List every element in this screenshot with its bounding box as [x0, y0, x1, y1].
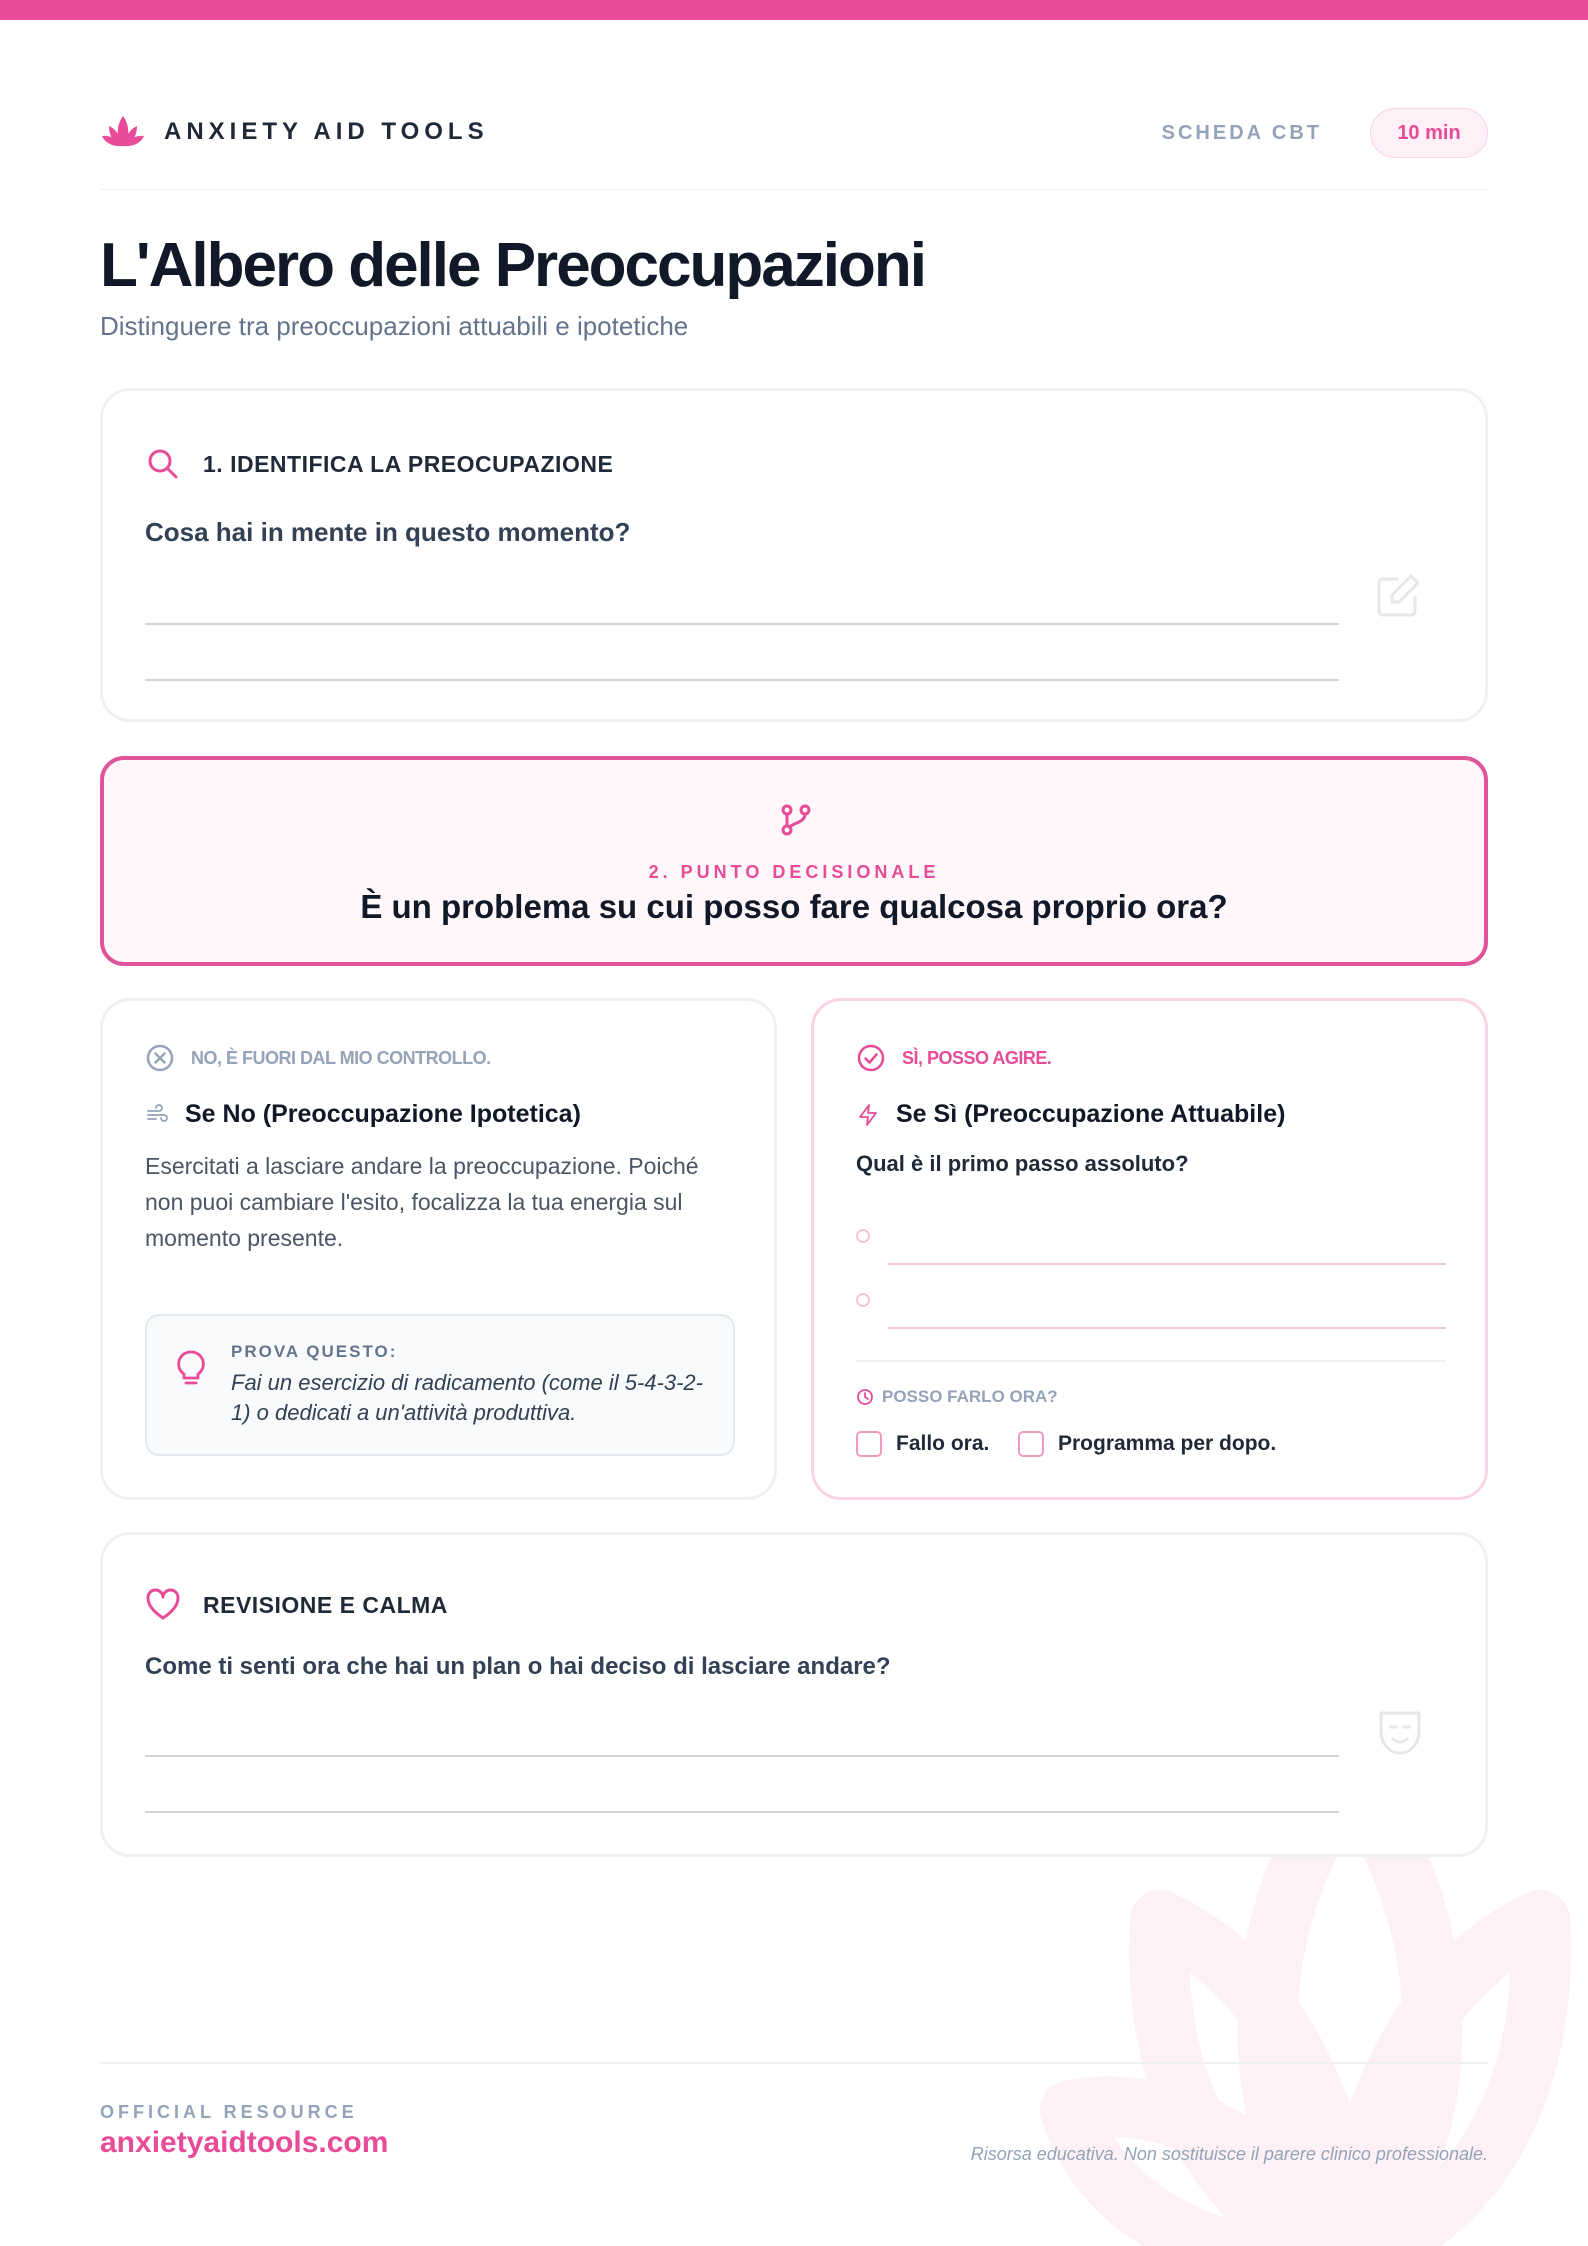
mask-icon — [1377, 1707, 1423, 1757]
step-input-line[interactable] — [888, 1327, 1446, 1329]
identify-worry-card — [100, 388, 1488, 722]
yes-status-label: SÌ, POSSO AGIRE. — [902, 1047, 1052, 1068]
no-branch-card — [100, 998, 777, 1500]
decision-question: È un problema su cui posso fare qualcosa proprio ora? — [360, 888, 1228, 925]
x-circle-icon — [145, 1043, 175, 1073]
page-title: L'Albero delle Preoccupazioni — [100, 231, 925, 300]
heart-icon — [145, 1587, 181, 1623]
sheet-type-label: SCHEDA CBT — [1161, 122, 1322, 144]
tip-label: PROVA QUESTO: — [231, 1342, 398, 1361]
top-accent-bar — [0, 0, 1588, 20]
review-question: Come ti senti ora che hai un plan o hai deciso di lasciare andare? — [145, 1653, 891, 1680]
lotus-icon — [100, 112, 146, 152]
page-subtitle: Distinguere tra preoccupazioni attuabili e ipotetiche — [100, 311, 689, 341]
worry-question: Cosa hai in mente in questo momento? — [145, 517, 631, 547]
edit-icon — [1373, 571, 1423, 621]
first-step-question: Qual è il primo passo assoluto? — [856, 1151, 1189, 1176]
branch-icon — [778, 802, 814, 838]
yes-branch-title-text: Se Sì (Preoccupazione Attuabile) — [896, 1100, 1286, 1128]
schedule-later-label[interactable]: Programma per dopo. — [1058, 1432, 1277, 1455]
bolt-icon — [856, 1103, 880, 1127]
disclaimer: Risorsa educativa. Non sostituisce il parere clinico professionale. — [970, 2144, 1488, 2164]
answer-line[interactable] — [145, 623, 1339, 625]
now-label — [856, 1387, 1058, 1407]
answer-line[interactable] — [145, 1811, 1339, 1813]
no-status-label: NO, È FUORI DAL MIO CONTROLLO. — [191, 1047, 491, 1068]
step-bullet — [856, 1229, 870, 1243]
schedule-later-checkbox[interactable] — [1018, 1431, 1044, 1457]
duration-badge: 10 min — [1370, 108, 1488, 158]
section-title: 1. IDENTIFICA LA PREOCUPAZIONE — [203, 450, 614, 477]
do-now-label[interactable]: Fallo ora. — [896, 1432, 990, 1455]
lightbulb-icon — [173, 1348, 209, 1388]
tip-text: Fai un esercizio di radicamento (come il 5-4-3-2-1) o dedicati a un'attività produttiva. — [231, 1370, 703, 1425]
website-link[interactable]: anxietyaidtools.com — [100, 2126, 389, 2159]
no-branch-title — [145, 1100, 581, 1129]
footer-divider — [100, 2062, 1488, 2064]
now-label-text: POSSO FARLO ORA? — [882, 1387, 1058, 1406]
wind-icon — [145, 1103, 169, 1127]
section-title: REVISIONE E CALMA — [203, 1591, 448, 1618]
no-status — [145, 1043, 491, 1073]
brand-name: ANXIETY AID TOOLS — [164, 118, 489, 145]
answer-line[interactable] — [145, 1755, 1339, 1757]
do-now-checkbox[interactable] — [856, 1431, 882, 1457]
yes-branch-title — [856, 1100, 1285, 1129]
section-header — [145, 1587, 448, 1623]
brand — [100, 112, 489, 152]
page-header — [100, 108, 1488, 190]
yes-status — [856, 1043, 1051, 1073]
review-card — [100, 1532, 1488, 1857]
no-branch-body: Esercitati a lasciare andare la preoccupazione. Poiché non puoi cambiare l'esito, focalizza la tua energia sul momento presente. — [145, 1153, 699, 1251]
footer-label: OFFICIAL RESOURCE — [100, 2102, 358, 2122]
yes-branch-card — [811, 998, 1488, 1500]
section-header — [145, 446, 613, 482]
decision-point-card — [100, 756, 1488, 966]
answer-line[interactable] — [145, 679, 1339, 681]
step-input-line[interactable] — [888, 1263, 1446, 1265]
tip-box — [145, 1314, 735, 1456]
decision-label: 2. PUNTO DECISIONALE — [648, 862, 940, 882]
check-circle-icon — [856, 1043, 886, 1073]
step-bullet — [856, 1293, 870, 1307]
no-branch-title-text: Se No (Preoccupazione Ipotetica) — [185, 1100, 581, 1128]
search-icon — [145, 446, 181, 482]
clock-icon — [856, 1388, 874, 1406]
divider — [856, 1360, 1446, 1362]
